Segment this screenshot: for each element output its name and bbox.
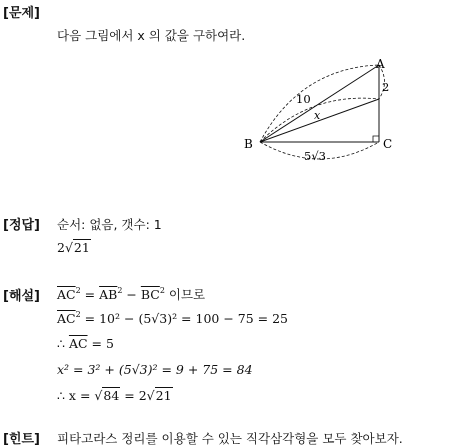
solution-line-1-suffix: 이므로 [164, 287, 206, 302]
answer-tag: [정답] [3, 218, 40, 233]
label-x: x [314, 109, 321, 122]
label-AB: 10 [296, 92, 311, 106]
solution-line-5-lhs: ∴ x = [57, 388, 95, 403]
label-C: C [383, 137, 393, 151]
solution-line-3-rhs: = 5 [87, 336, 114, 351]
solution-line-1: $\overline{AC}^2 = \overline{AB}^2 - \overline{BC}^2$ 이므로 [57, 286, 206, 302]
answer-meta: 순서: 없음, 갯수: 1 [57, 217, 162, 232]
label-AD: 2 [382, 80, 390, 94]
hint-tag: [힌트] [3, 432, 40, 447]
solution-line-5: ∴ x = √84 = 2√21 [57, 388, 172, 403]
answer-coef: 2 [57, 240, 65, 255]
side-AB [260, 65, 379, 142]
solution-line-5-r2: 21 [155, 388, 172, 403]
solution-line-4: x² = 3² + (5√3)² = 9 + 75 = 84 [57, 362, 253, 377]
solution-line-2-rhs: = 10² − (5√3)² = 100 − 75 = 25 [80, 311, 289, 326]
solution-line-5-mid: = 2 [120, 388, 147, 403]
answer-radicand: 21 [73, 240, 90, 255]
answer-value: 2√21 [57, 240, 90, 255]
label-A: A [376, 57, 385, 71]
triangle-figure [230, 50, 410, 175]
right-angle-mark [373, 136, 379, 142]
solution-line-5-r1: 84 [103, 388, 120, 403]
solution-line-2: $\overline{AC}^2 = 10^2 - (5√3)^2 = 100 - 75 = 25$ [57, 310, 289, 326]
label-BC: 5√3 [304, 149, 326, 163]
hint-text: 피타고라스 정리를 이용할 수 있는 직각삼각형을 모두 찾아보자. [57, 431, 403, 446]
solution-tag: [해설] [3, 289, 40, 304]
label-B: B [244, 137, 253, 151]
problem-question: 다음 그림에서 x 의 값을 구하여라. [57, 28, 246, 43]
solution-line-3: ∴ $\overline{AC} = 5$ [57, 336, 114, 351]
problem-tag: [문제] [3, 6, 40, 21]
